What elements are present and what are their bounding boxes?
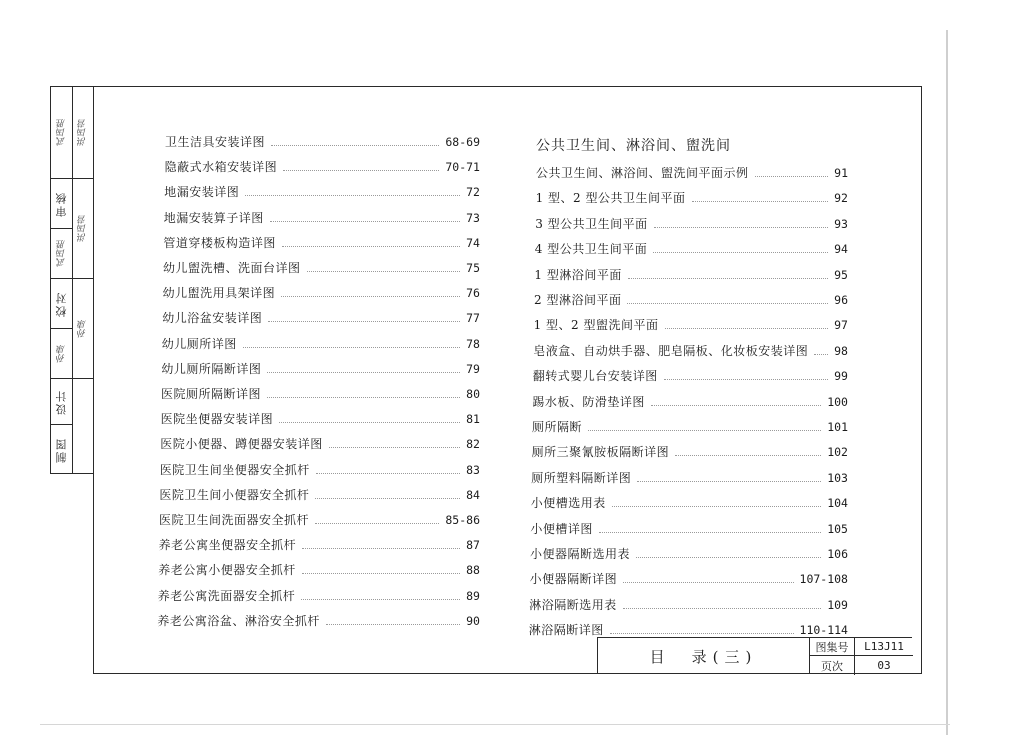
toc-entry-title: 翻转式婴儿台安装详图 [532, 369, 658, 384]
signature: 孙康 [57, 344, 67, 363]
leader-dots [636, 549, 821, 558]
strip-label-cell [51, 279, 72, 329]
strip-sig-cell [72, 279, 93, 379]
leader-dots [588, 422, 821, 431]
toc-entry [164, 209, 480, 227]
toc-entry-title: 2 型淋浴间平面 [534, 293, 622, 307]
toc-entry [532, 443, 848, 461]
toc-entry-page: 76 [466, 286, 480, 301]
leader-dots [283, 162, 439, 171]
toc-entry [159, 511, 480, 529]
leader-dots [665, 320, 829, 329]
atlas-number-label: 图集号 [810, 638, 855, 656]
leader-dots [281, 288, 460, 297]
leader-dots [610, 625, 794, 634]
toc-entry-page: 80 [466, 387, 480, 401]
leader-dots [271, 137, 439, 146]
leader-dots [692, 193, 829, 202]
toc-entry-title: 幼儿盥洗槽、洗面台详图 [163, 261, 301, 275]
toc-entry-page: 78 [466, 336, 480, 351]
toc-entry-title: 医院厕所隔断详图 [161, 387, 262, 401]
label-review: 审核 [54, 190, 68, 217]
toc-entry-page: 91 [834, 166, 848, 180]
toc-entry [161, 410, 480, 428]
toc-entry-page: 93 [834, 216, 848, 231]
leader-dots [612, 498, 821, 507]
signature: 武国胜 [57, 119, 67, 146]
toc-entry-page: 102 [827, 445, 848, 460]
toc-entry [159, 536, 480, 554]
page-number-label: 页次 [810, 656, 855, 675]
toc-entry [530, 520, 848, 538]
toc-entry-page: 104 [827, 496, 848, 511]
toc-entry [530, 545, 848, 563]
leader-dots [301, 591, 460, 600]
toc-entry-title: 小便器隔断详图 [529, 572, 618, 587]
toc-entry [163, 234, 480, 252]
label-design: 设计 [54, 388, 68, 415]
title-block [597, 637, 912, 674]
strip-sig-cell [51, 87, 72, 179]
toc-entry-page: 81 [466, 412, 480, 427]
toc-entry [534, 266, 848, 284]
signature: 洪国营 [78, 119, 88, 146]
leader-dots [316, 465, 460, 474]
toc-entry-page: 103 [827, 470, 848, 485]
label-drafting: 制图 [54, 437, 68, 463]
toc-entry-page: 110-114 [799, 623, 848, 638]
strip-label-cell [51, 179, 72, 229]
toc-entry [536, 189, 848, 207]
toc-entry-page: 106 [827, 547, 848, 561]
toc-entry-page: 88 [466, 563, 480, 578]
toc-entry-title: 幼儿厕所详图 [161, 336, 237, 351]
toc-entry-title: 隐蔽式水箱安装详图 [164, 160, 278, 175]
leader-dots [267, 389, 460, 398]
toc-entry-title: 医院坐便器安装详图 [160, 412, 274, 427]
toc-entry [157, 612, 480, 630]
toc-entry-title: 养老公寓浴盆、淋浴安全抓杆 [157, 613, 320, 628]
toc-entry-title: 养老公寓洗面器安全抓杆 [157, 588, 296, 603]
toc-entry [161, 385, 480, 403]
toc-entry-page: 90 [466, 613, 480, 628]
toc-entry-page: 70-71 [445, 160, 480, 175]
strip-sig-cell [72, 379, 93, 475]
toc-entry-title: 医院卫生间小便器安全抓杆 [159, 487, 310, 502]
toc-entry-page: 101 [827, 420, 848, 434]
toc-entry [532, 393, 848, 411]
toc-entry-title: 养老公寓坐便器安全抓杆 [158, 538, 297, 553]
strip-label-cell [51, 379, 72, 425]
strip-label-cell [51, 425, 72, 475]
toc-entry [534, 291, 848, 309]
sheet-edge-shadow [946, 30, 948, 735]
toc-entry-page: 77 [466, 311, 480, 326]
toc-entry-title: 医院小便器、蹲便器安装详图 [160, 437, 323, 452]
signature: 武国胜 [57, 240, 67, 267]
leader-dots [243, 339, 460, 348]
toc-entry-page: 107-108 [799, 572, 848, 587]
section-heading: 公共卫生间、淋浴间、盥洗间 [536, 138, 731, 154]
toc-entry-title: 医院卫生间坐便器安全抓杆 [159, 462, 310, 477]
toc-entry-page: 100 [827, 394, 848, 409]
toc-entry-page: 96 [834, 293, 848, 307]
title-block-title: 目 录(三) [598, 638, 810, 674]
strip-sig-cell [72, 179, 93, 279]
toc-entry [158, 587, 480, 605]
atlas-number-value: L13J11 [855, 638, 913, 656]
toc-entry-title: 淋浴隔断选用表 [529, 597, 617, 612]
toc-entry-page: 109 [827, 597, 848, 612]
toc-entry-page: 75 [466, 261, 480, 275]
toc-entry [533, 367, 848, 385]
toc-entry-page: 85-86 [445, 513, 480, 527]
toc-entry [160, 461, 480, 479]
leader-dots [302, 565, 460, 574]
toc-entry [533, 342, 848, 360]
toc-entry [530, 570, 848, 588]
toc-entry [535, 215, 848, 233]
leader-dots [623, 600, 822, 609]
toc-entry-title: 厕所塑料隔断详图 [531, 470, 632, 485]
label-proofread: 校对 [54, 290, 68, 317]
leader-dots [599, 524, 821, 533]
toc-entry-page: 87 [466, 538, 480, 553]
toc-entry [161, 360, 480, 378]
leader-dots [651, 397, 821, 406]
leader-dots [245, 187, 460, 196]
leader-dots [267, 364, 460, 373]
toc-entry-page: 105 [827, 521, 848, 536]
leader-dots [315, 515, 439, 524]
toc-entry-title: 皂液盒、自动烘手器、肥皂隔板、化妆板安装详图 [533, 343, 809, 358]
strip-sig-cell [51, 329, 72, 379]
leader-dots [628, 270, 828, 279]
leader-dots [627, 295, 828, 304]
toc-entry-page: 83 [466, 462, 480, 477]
toc-entry-page: 73 [466, 210, 480, 225]
toc-entry-title: 医院卫生间洗面器安全抓杆 [159, 513, 310, 527]
leader-dots [268, 313, 460, 322]
toc-entry [159, 486, 480, 504]
toc-entry-title: 卫生洁具安装详图 [165, 135, 266, 149]
leader-dots [279, 414, 460, 423]
leader-dots [675, 447, 821, 456]
toc-entry-page: 89 [466, 588, 480, 603]
toc-entry-page: 97 [834, 318, 848, 333]
toc-entry [531, 469, 848, 487]
leader-dots [329, 439, 460, 448]
toc-entry-title: 4 型公共卫生间平面 [534, 242, 648, 257]
toc-entry-title: 踢水板、防滑垫详图 [532, 394, 645, 409]
leader-dots [270, 213, 460, 222]
leader-dots [623, 574, 793, 583]
toc-entry-title: 地漏安装详图 [164, 185, 240, 200]
toc-entry-page: 68-69 [445, 135, 480, 149]
leader-dots [326, 616, 460, 625]
leader-dots [814, 346, 828, 355]
toc-entry-title: 小便槽详图 [530, 521, 593, 536]
toc-entry-title: 小便槽选用表 [530, 496, 606, 511]
toc-entry-page: 84 [466, 487, 480, 502]
toc-entry-title: 幼儿盥洗用具架详图 [162, 286, 276, 301]
signature-strip-signatures [72, 87, 93, 473]
toc-entry-title: 厕所三聚氰胺板隔断详图 [531, 445, 670, 460]
page-number-value: 03 [877, 659, 891, 672]
toc-entry-page: 74 [466, 235, 480, 250]
toc-entry-title: 淋浴隔断详图 [528, 623, 604, 638]
leader-dots [654, 219, 828, 228]
toc-entry-title: 1 型、2 型公共卫生间平面 [535, 191, 686, 206]
leader-dots [653, 244, 828, 253]
toc-entry-page: 92 [834, 191, 848, 206]
leader-dots [755, 168, 829, 177]
signature-strip [50, 86, 93, 474]
toc-entry [165, 133, 480, 151]
strip-sig-cell [72, 87, 93, 179]
sheet-bottom-edge [40, 724, 950, 725]
toc-entry-title: 管道穿楼板构造详图 [163, 235, 276, 250]
toc-entry [536, 164, 848, 182]
toc-entry-title: 养老公寓小便器安全抓杆 [158, 563, 296, 578]
toc-entry [158, 561, 480, 579]
leader-dots [315, 490, 460, 499]
toc-entry-page: 79 [466, 361, 480, 376]
toc-entry [531, 494, 848, 512]
toc-entry-page: 82 [466, 437, 480, 452]
toc-entry-page: 94 [834, 242, 848, 257]
toc-entry-page: 99 [834, 369, 848, 384]
signature: 洪国营 [78, 215, 88, 242]
toc-entry [162, 309, 480, 327]
toc-entry [162, 335, 480, 353]
signature-strip-labels [51, 87, 73, 473]
toc-entry-page: 95 [834, 267, 848, 282]
signature: 孙康 [78, 319, 88, 338]
toc-entry-page: 72 [466, 185, 480, 200]
toc-entry [163, 284, 480, 302]
strip-sig-cell [51, 229, 72, 279]
toc-entry [529, 596, 848, 614]
leader-dots [637, 473, 821, 482]
leader-dots [302, 540, 460, 549]
toc-entry [532, 418, 848, 436]
leader-dots [664, 371, 828, 380]
toc-entry-title: 1 型淋浴间平面 [534, 267, 622, 282]
toc-entry [164, 183, 480, 201]
toc-entry [535, 240, 848, 258]
toc-entry-title: 3 型公共卫生间平面 [535, 216, 648, 231]
toc-entry [160, 435, 480, 453]
toc-entry-page: 98 [834, 343, 848, 358]
toc-entry-title: 幼儿厕所隔断详图 [161, 361, 262, 376]
toc-entry [534, 316, 848, 334]
toc-entry-title: 幼儿浴盆安装详图 [162, 311, 263, 326]
toc-entry-title: 1 型、2 型盥洗间平面 [533, 318, 659, 333]
toc-entry-title: 公共卫生间、淋浴间、盥洗间平面示例 [536, 166, 749, 180]
leader-dots [282, 238, 460, 247]
toc-entry-title: 地漏安装算子详图 [163, 210, 264, 225]
toc-entry-title: 厕所隔断 [532, 420, 583, 434]
toc-entry [163, 259, 480, 277]
toc-entry-title: 小便器隔断选用表 [530, 547, 631, 561]
leader-dots [307, 263, 461, 272]
toc-entry [165, 158, 480, 176]
